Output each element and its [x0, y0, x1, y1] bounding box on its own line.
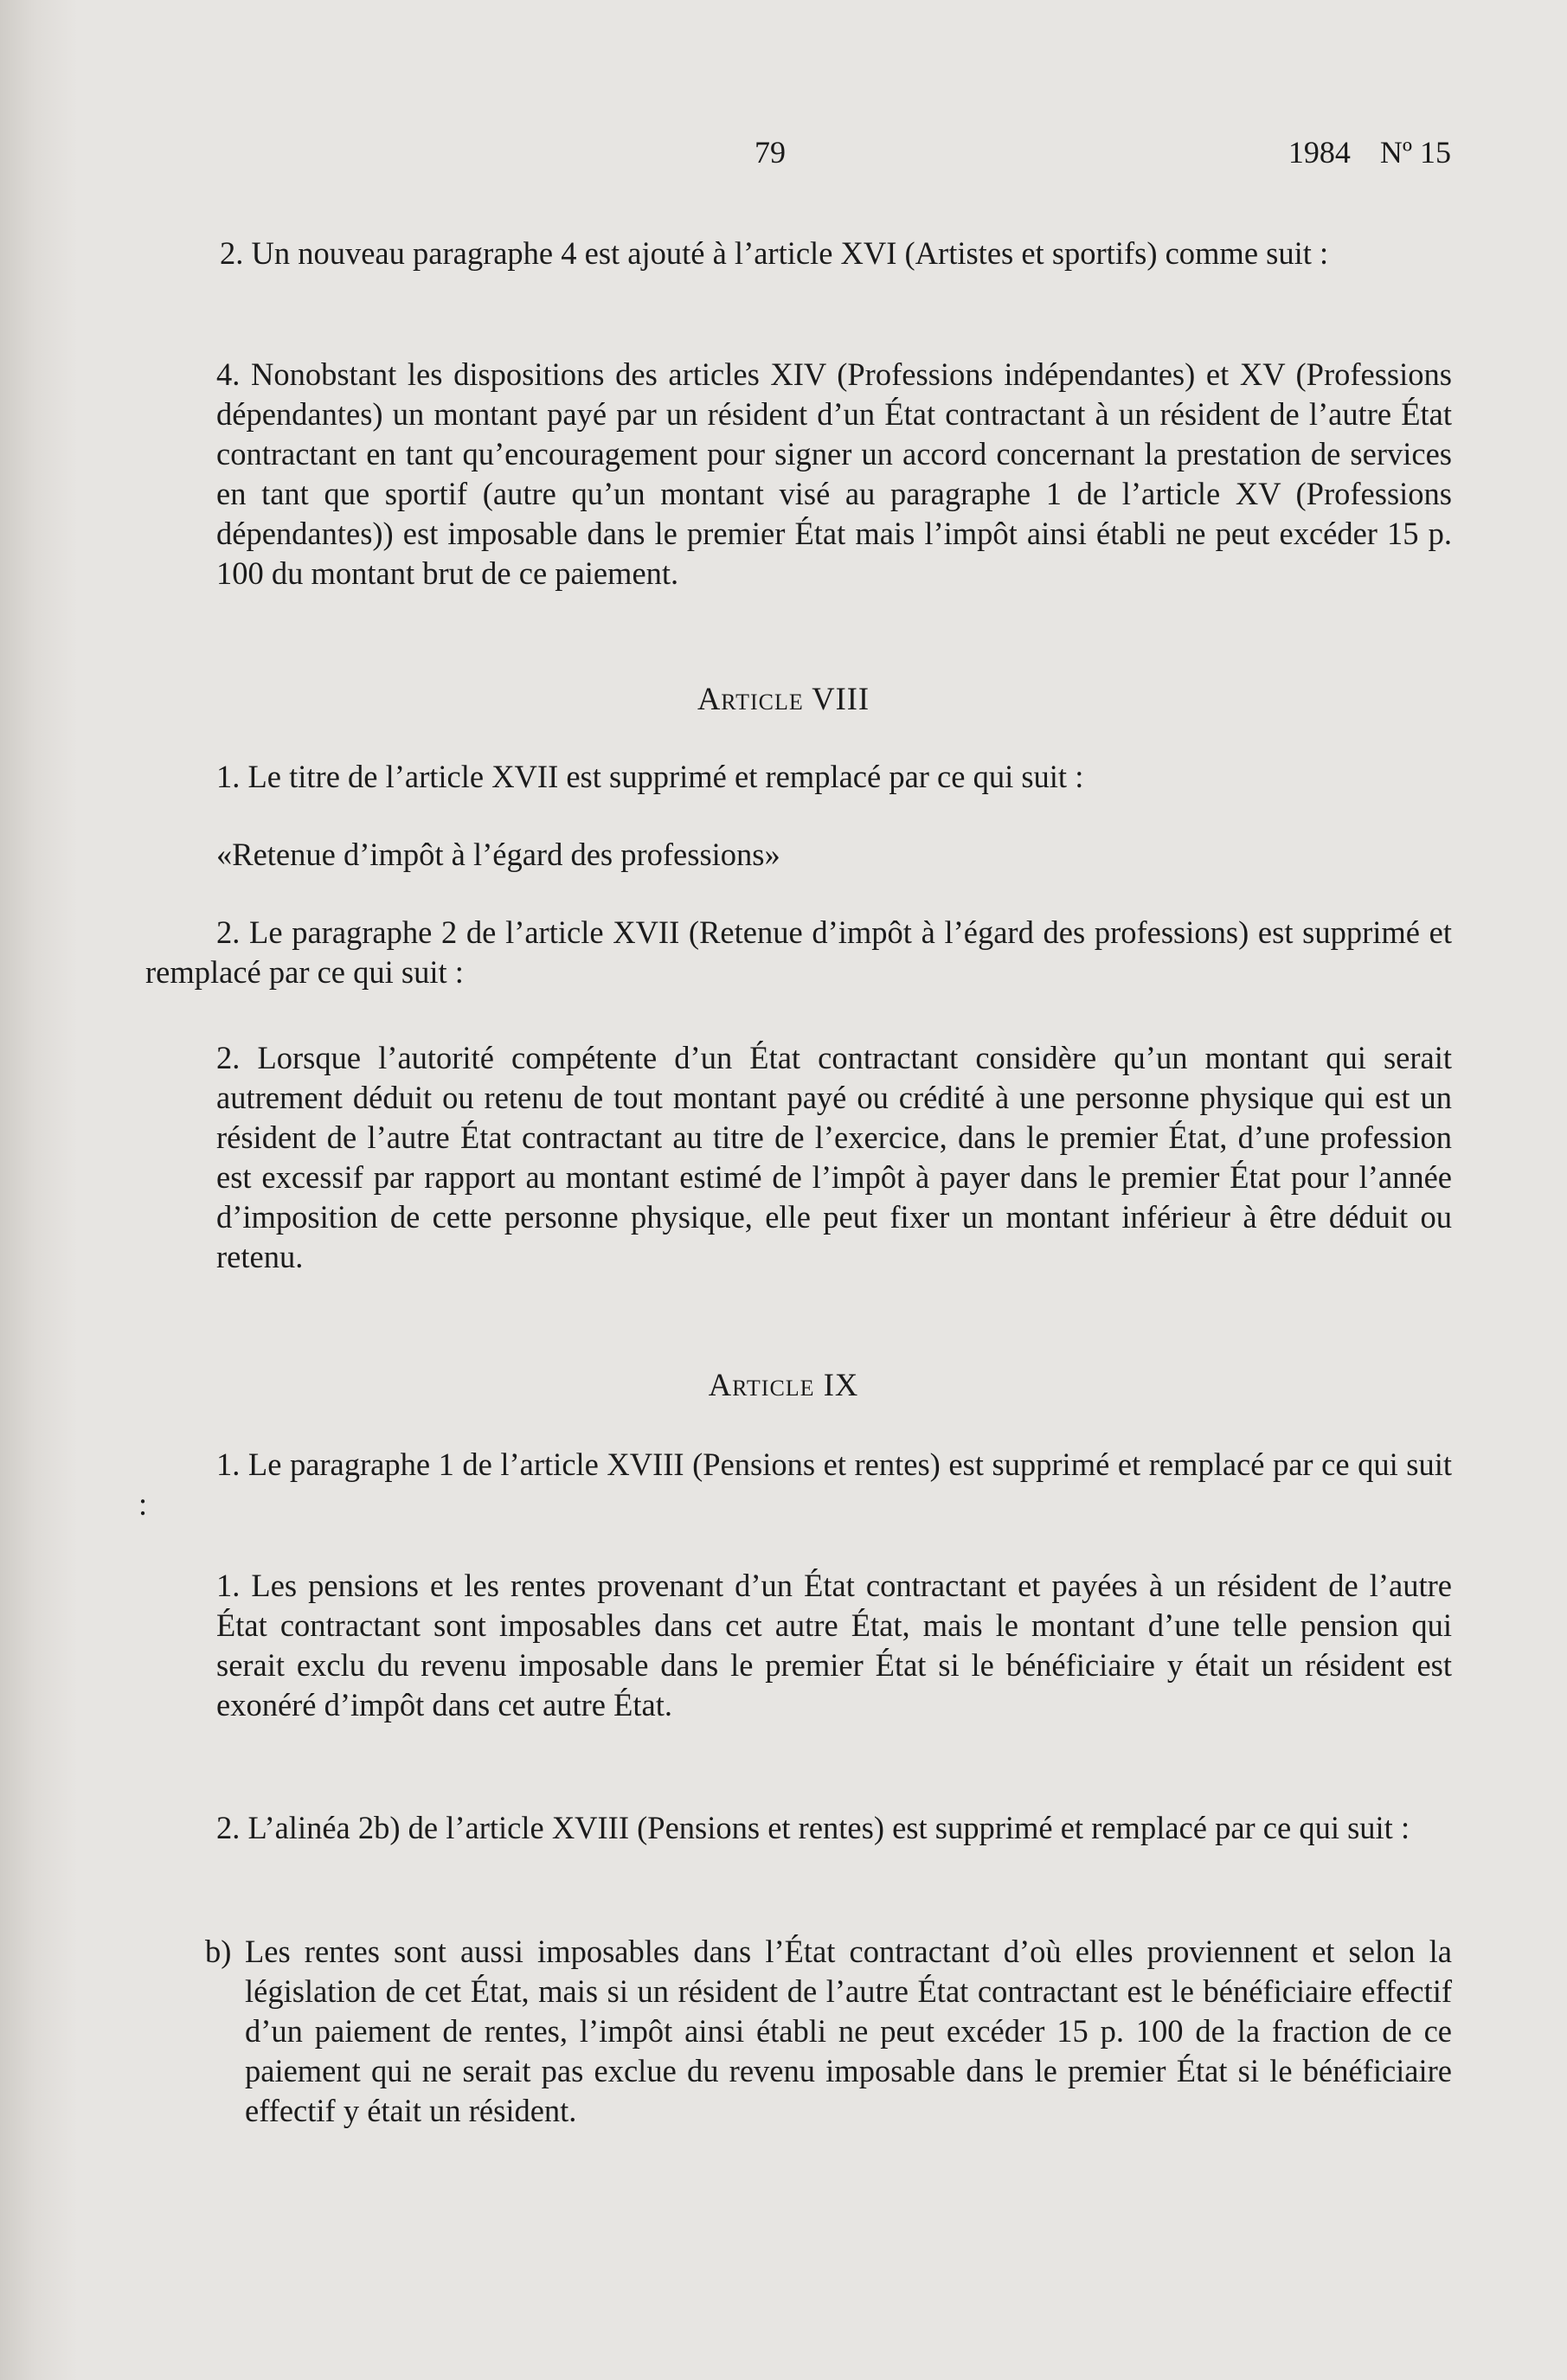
gazette-reference	[1259, 134, 1451, 170]
paragraph-art-xvi-intro: 2. Un nouveau paragraphe 4 est ajouté à l’article XVI (Artistes et sportifs) comme suit :	[220, 235, 1329, 271]
paragraph-art-xviii-1: 1. Les pensions et les rentes provenant d’un État contractant et payées à un résident de l’autre État contractant sont imposables dans cet autre État, mais le montant d’une telle pension qui serait exclu du revenu imposable dans le premier État si le bénéficiaire y était un résident est exonéré d’impôt dans cet autre État.	[216, 1568, 1452, 1722]
paragraph-art-xvi-4: 4. Nonobstant les dispositions des articles XIV (Professions indépendantes) et XV (Professions dépendantes) un montant payé par un résident d’un État contractant à un résident de l’autre État contractant en tant qu’encouragement pour signer un accord concernant la prestation de services en tant que sportif (autre qu’un montant visé au paragraphe 1 de l’article XV (Professions dépendantes)) est imposable dans le premier État mais l’impôt ainsi établi ne peut excéder 15 p. 100 du montant brut de ce paiement.	[216, 356, 1452, 591]
page-number: 79	[755, 135, 786, 170]
paragraph-art-xvii-2: 2. Lorsque l’autorité compétente d’un État contractant considère qu’un montant qui serait autrement déduit ou retenu de tout montant payé ou crédité à une personne physique qui est un résident de l’autre État contractant au titre de l’exercice, dans le premier État, d’une profession est excessif par rapport au montant estimé de l’impôt à payer dans le premier État pour l’année d’imposition de cette personne physique, elle peut fixer un montant inférieur à être déduit ou retenu.	[216, 1040, 1452, 1274]
gazette-year: 1984	[1288, 135, 1351, 170]
heading-article-ix: Article IX	[708, 1367, 859, 1402]
subparagraph-b	[205, 1932, 1452, 2131]
paragraph-art-xvii-2-intro: 2. Le paragraphe 2 de l’article XVII (Retenue d’impôt à l’égard des professions) est supprimé et remplacé par ce qui suit :	[145, 914, 1452, 990]
paragraph-art-xviii-1-intro: 1. Le paragraphe 1 de l’article XVIII (Pensions et rentes) est supprimé et remplacé par ce qui suit :	[138, 1447, 1452, 1522]
subparagraph-text: Les rentes sont aussi imposables dans l’État contractant d’où elles proviennent et selon la législation de cet État, mais si un résident de l’autre État contractant est le bénéficiaire effectif d’un paiement de rentes, l’impôt ainsi établi ne peut excéder 15 p. 100 de la fraction de ce paiement qui ne serait pas exclue du revenu imposable dans le premier État si le bénéficiaire effectif y était un résident.	[245, 1934, 1452, 2128]
paragraph-art-xviii-2b-intro: 2. L’alinéa 2b) de l’article XVIII (Pensions et rentes) est supprimé et remplacé par ce qui suit :	[216, 1810, 1410, 1845]
paragraph-art-xvii-title: 1. Le titre de l’article XVII est supprimé et remplacé par ce qui suit :	[216, 759, 1084, 794]
subparagraph-label: b)	[205, 1934, 232, 1969]
heading-article-viii: Article VIII	[697, 681, 870, 716]
quoted-title: «Retenue d’impôt à l’égard des professions»	[216, 837, 780, 872]
gazette-number: Nº 15	[1379, 135, 1451, 170]
page-header	[0, 134, 1567, 177]
